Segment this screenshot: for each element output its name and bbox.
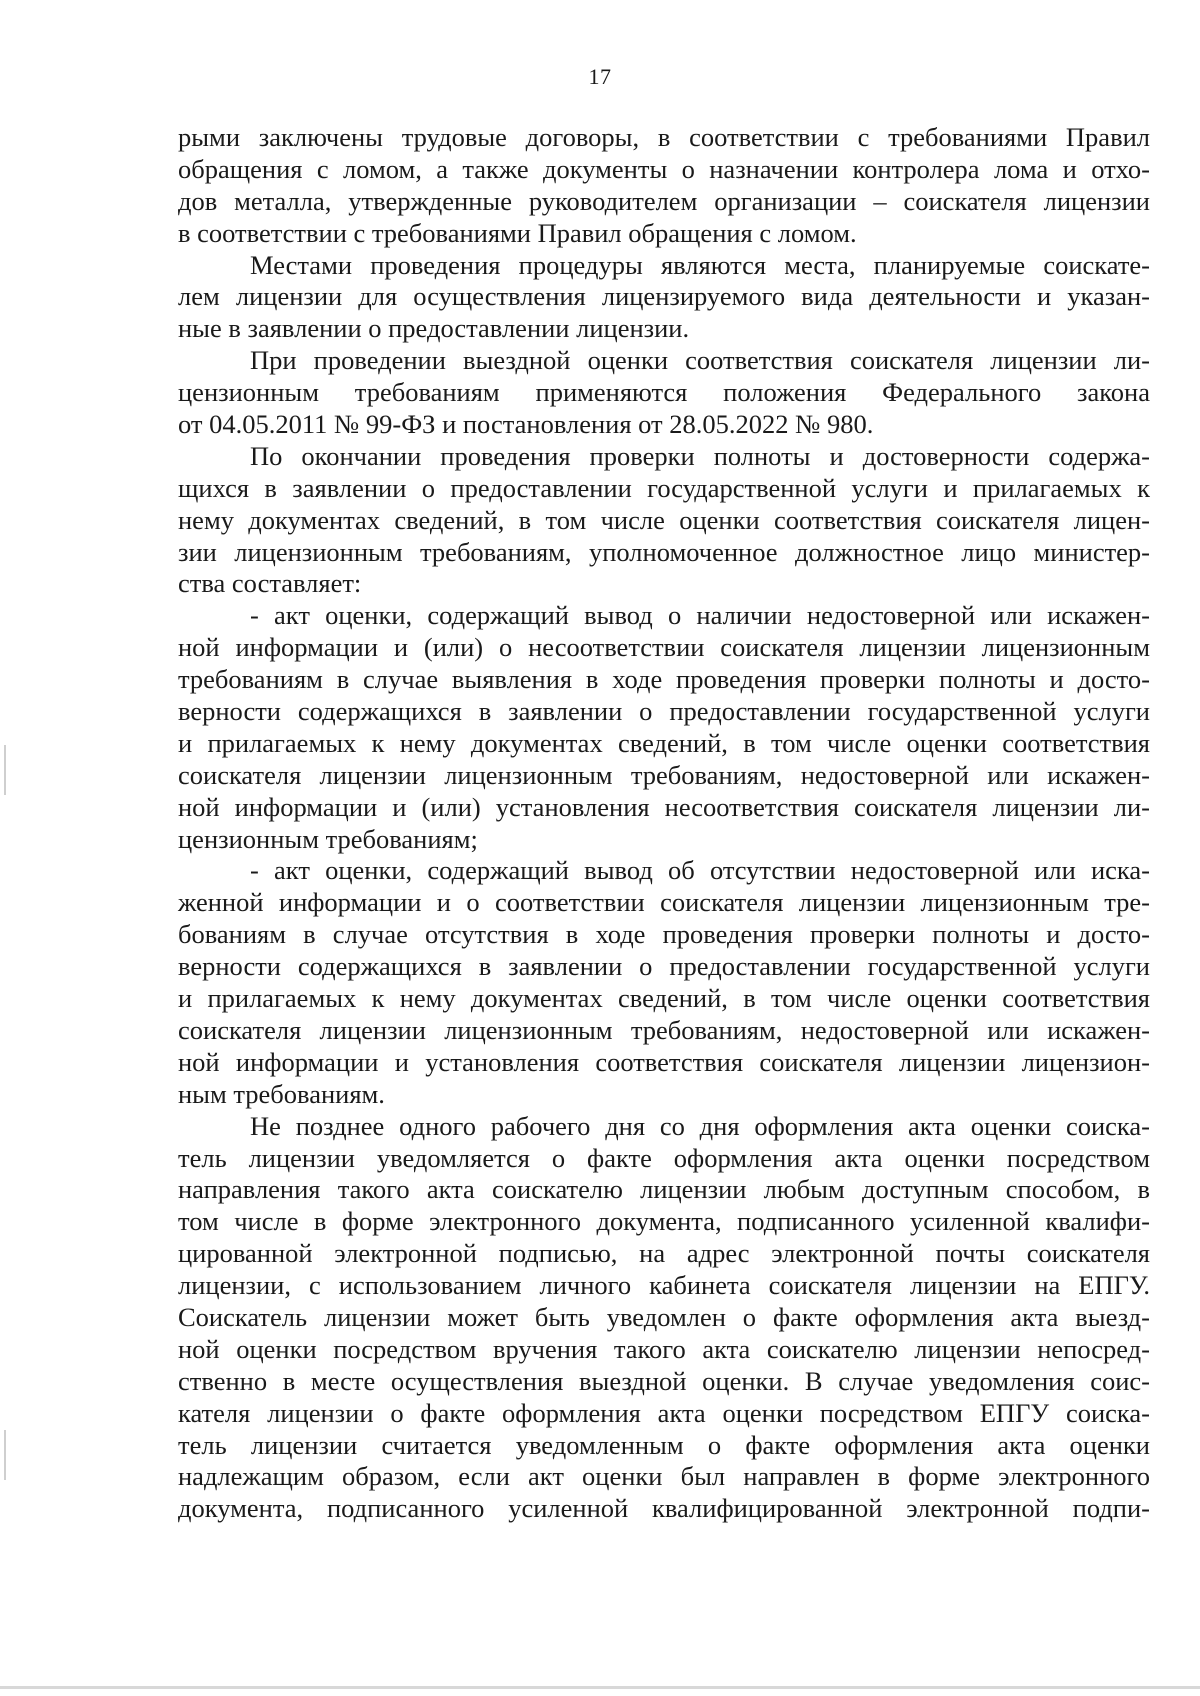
text-line: надлежащим образом, если акт оценки был направлен в форме электронного <box>178 1461 1150 1492</box>
text-line: ной информации и установления соответствия соискателя лицензии лицензион- <box>178 1046 1150 1077</box>
scan-margin-mark <box>4 1430 6 1480</box>
text-line: При проведении выездной оценки соответствия соискателя лицензии ли- <box>250 345 1150 376</box>
text-line: - акт оценки, содержащий вывод о наличии недостоверной или искажен- <box>250 600 1150 631</box>
text-line: в соответствии с требованиями Правил обращения с ломом. <box>178 217 857 248</box>
text-line: Не позднее одного рабочего дня со дня оформления акта оценки соиска- <box>250 1110 1150 1141</box>
text-line: ственно в месте осуществления выездной оценки. В случае уведомления соис- <box>178 1365 1150 1396</box>
text-line: и прилагаемых к нему документах сведений, в том числе оценки соответствия <box>178 727 1150 758</box>
text-line: лицензии, с использованием личного кабинета соискателя лицензии на ЕПГУ. <box>178 1270 1150 1301</box>
text-line: соискателя лицензии лицензионным требованиям, недостоверной или искажен- <box>178 759 1150 790</box>
text-line: По окончании проведения проверки полноты и достоверности содержа- <box>250 440 1150 471</box>
text-line: требованиям в случае выявления в ходе проведения проверки полноты и досто- <box>178 664 1150 695</box>
text-line: ные в заявлении о предоставлении лицензии. <box>178 313 690 344</box>
text-line: Местами проведения процедуры являются места, планируемые соискате- <box>250 249 1150 280</box>
text-line: тель лицензии считается уведомленным о факте оформления акта оценки <box>178 1429 1150 1460</box>
text-line: кателя лицензии о факте оформления акта оценки посредством ЕПГУ соиска- <box>178 1397 1150 1428</box>
page-number: 17 <box>588 64 612 89</box>
text-line: бованиям в случае отсутствия в ходе проведения проверки полноты и досто- <box>178 919 1150 950</box>
text-line: цензионным требованиям применяются положения Федерального закона <box>178 377 1150 408</box>
text-line: - акт оценки, содержащий вывод об отсутствии недостоверной или иска- <box>250 855 1150 886</box>
text-line: ной информации и (или) установления несоответствия соискателя лицензии ли- <box>178 791 1150 822</box>
text-line: тель лицензии уведомляется о факте оформления акта оценки посредством <box>178 1142 1150 1173</box>
text-line: цензионным требованиям; <box>178 823 478 854</box>
text-line: документа, подписанного усиленной квалифицированной электронной подпи- <box>178 1493 1150 1524</box>
text-line: зии лицензионным требованиям, уполномоченное должностное лицо министер- <box>178 536 1150 567</box>
text-line: том числе в форме электронного документа, подписанного усиленной квалифи- <box>178 1206 1150 1237</box>
text-line: щихся в заявлении о предоставлении государственной услуги и прилагаемых к <box>178 472 1150 503</box>
text-line: Соискатель лицензии может быть уведомлен о факте оформления акта выезд- <box>178 1301 1150 1332</box>
text-line: ной оценки посредством вручения такого акта соискателю лицензии непосред- <box>178 1333 1150 1364</box>
text-line: лем лицензии для осуществления лицензируемого вида деятельности и указан- <box>178 281 1150 312</box>
body-text <box>178 122 1150 1525</box>
text-line: ства составляет: <box>178 568 362 599</box>
text-line: рыми заключены трудовые договоры, в соответствии с требованиями Правил <box>178 122 1150 152</box>
scan-margin-mark <box>4 745 6 795</box>
text-line: женной информации и о соответствии соискателя лицензии лицензионным тре- <box>178 887 1150 918</box>
text-line: ным требованиям. <box>178 1078 385 1109</box>
text-line: ной информации и (или) о несоответствии соискателя лицензии лицензионным <box>178 632 1150 663</box>
text-line: верности содержащихся в заявлении о предоставлении государственной услуги <box>178 951 1150 982</box>
text-line: обращения с ломом, а также документы о назначении контролера лома и отхо- <box>178 153 1150 184</box>
text-line: дов металла, утвержденные руководителем организации – соискателя лицензии <box>178 185 1150 216</box>
text-line: нему документах сведений, в том числе оценки соответствия соискателя лицен- <box>178 504 1150 535</box>
text-line: и прилагаемых к нему документах сведений, в том числе оценки соответствия <box>178 983 1150 1014</box>
text-line: верности содержащихся в заявлении о предоставлении государственной услуги <box>178 696 1150 727</box>
text-line: соискателя лицензии лицензионным требованиям, недостоверной или искажен- <box>178 1014 1150 1045</box>
text-line: от 04.05.2011 № 99-ФЗ и постановления от 28.05.2022 № 980. <box>178 409 874 440</box>
text-line: направления такого акта соискателю лицензии любым доступным способом, в <box>178 1174 1150 1205</box>
text-line: цированной электронной подписью, на адрес электронной почты соискателя <box>178 1238 1150 1269</box>
scan-bottom-edge <box>0 1686 1200 1689</box>
